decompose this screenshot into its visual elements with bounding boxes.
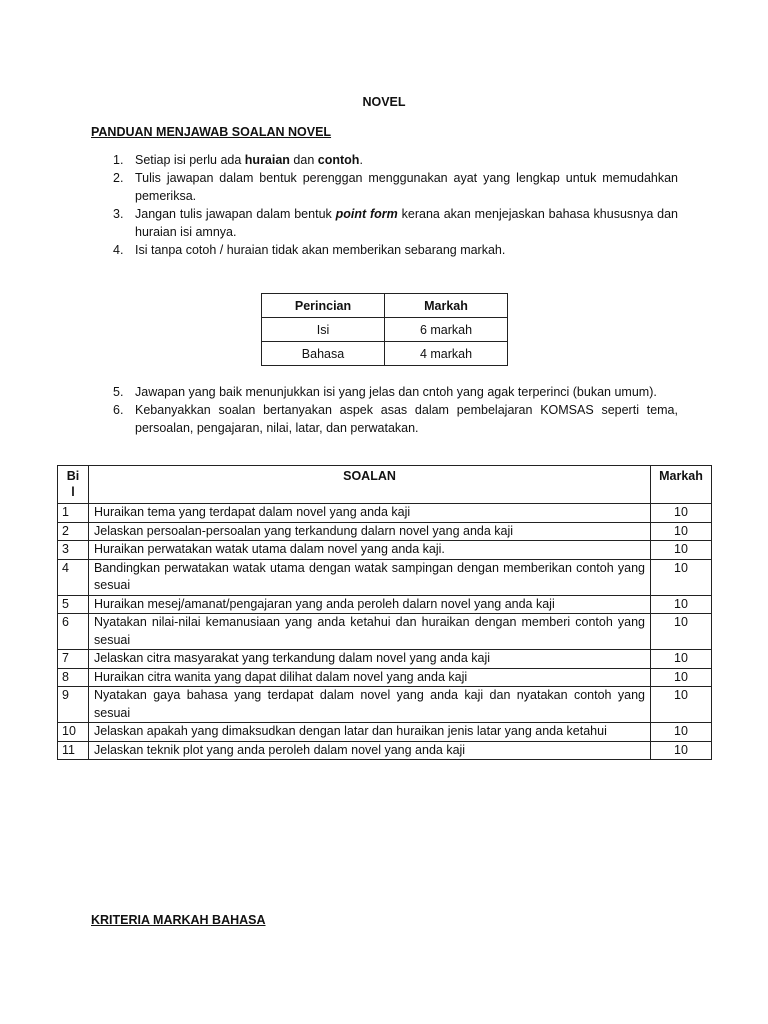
marks-value: 10 (651, 522, 712, 541)
marks-value: 10 (651, 687, 712, 723)
item-text: Jawapan yang baik menunjukkan isi yang jelas dan cntoh yang agak terperinci (bukan umum). (135, 385, 657, 399)
list-item (113, 241, 678, 259)
column-header: Markah (385, 294, 508, 318)
list-number: 5. (113, 385, 124, 399)
question-text: Huraikan citra wanita yang dapat dilihat dalam novel yang anda kaji (89, 668, 651, 687)
row-number: 9 (58, 687, 89, 723)
section-heading-kriteria: KRITERIA MARKAH BAHASA (91, 913, 266, 927)
item-text: kerana akan menjejaskan bahasa khususnya dan huraian isi amnya. (135, 207, 679, 239)
table-row (58, 668, 712, 687)
marks-value: 10 (651, 504, 712, 523)
marks-value: 10 (651, 559, 712, 595)
list-item (113, 169, 678, 205)
table-cell: Bahasa (262, 342, 385, 366)
question-text: Jelaskan citra masyarakat yang terkandung dalam novel yang anda kaji (89, 650, 651, 669)
table-row (58, 741, 712, 760)
list-number: 2. (113, 171, 124, 185)
guideline-list-continued (113, 383, 678, 437)
question-text: Huraikan tema yang terdapat dalam novel yang anda kaji (89, 504, 651, 523)
question-text: Nyatakan nilai-nilai kemanusiaan yang anda ketahui dan huraikan dengan memberi contoh yang sesuai (89, 614, 651, 650)
item-text: Setiap isi perlu ada (135, 153, 245, 167)
question-text: Huraikan perwatakan watak utama dalam novel yang anda kaji. (89, 541, 651, 560)
question-text: Jelaskan persoalan-persoalan yang terkandung dalarn novel yang anda kaji (89, 522, 651, 541)
table-header-row (58, 466, 712, 504)
table-row (58, 687, 712, 723)
bold-term: huraian (244, 153, 290, 167)
table-row (262, 342, 508, 366)
list-number: 1. (113, 153, 124, 167)
list-item (113, 205, 678, 241)
questions-table-body (58, 504, 712, 760)
list-item (113, 151, 678, 169)
list-item (113, 401, 678, 437)
row-number: 11 (58, 741, 89, 760)
item-text: Isi tanpa cotoh / huraian tidak akan memberikan sebarang markah. (135, 243, 506, 257)
table-cell: 6 markah (385, 318, 508, 342)
column-header-markah: Markah (651, 466, 712, 504)
question-text: Nyatakan gaya bahasa yang terdapat dalam novel yang anda kaji dan nyatakan contoh yang sesuai (89, 687, 651, 723)
bold-term: contoh (317, 153, 360, 167)
marks-value: 10 (651, 741, 712, 760)
marks-value: 10 (651, 668, 712, 687)
item-text: Tulis jawapan dalam bentuk perenggan menggunakan ayat yang lengkap untuk memudahkan pemeriksa. (135, 171, 678, 203)
column-header-bil: Bi l (58, 466, 89, 504)
item-text: Jangan tulis jawapan dalam bentuk (135, 207, 336, 221)
column-header-soalan: SOALAN (89, 466, 651, 504)
table-row (58, 504, 712, 523)
row-number: 5 (58, 595, 89, 614)
table-row (58, 614, 712, 650)
question-text: Jelaskan teknik plot yang anda peroleh dalam novel yang anda kaji (89, 741, 651, 760)
table-cell: Isi (262, 318, 385, 342)
row-number: 3 (58, 541, 89, 560)
marks-value: 10 (651, 541, 712, 560)
item-text: dan (289, 153, 318, 167)
table-row (58, 723, 712, 742)
questions-table (57, 465, 712, 760)
row-number: 6 (58, 614, 89, 650)
table-row (58, 595, 712, 614)
document-title: NOVEL (362, 95, 406, 109)
question-text: Bandingkan perwatakan watak utama dengan watak sampingan dengan memberikan contoh yang sesuai (89, 559, 651, 595)
marks-value: 10 (651, 614, 712, 650)
question-text: Jelaskan apakah yang dimaksudkan dengan latar dan huraikan jenis latar yang anda ketahui (89, 723, 651, 742)
table-row (58, 559, 712, 595)
table-row (58, 541, 712, 560)
item-text: Kebanyakkan soalan bertanyakan aspek asas dalam pembelajaran KOMSAS seperti tema, persoalan, pengajaran, nilai, latar, dan perwatakan. (135, 403, 678, 435)
list-number: 4. (113, 243, 124, 257)
list-number: 3. (113, 207, 124, 221)
table-row (262, 318, 508, 342)
table-header-row (262, 294, 508, 318)
row-number: 8 (58, 668, 89, 687)
table-row (58, 522, 712, 541)
guideline-list (113, 151, 678, 259)
column-header: Perincian (262, 294, 385, 318)
row-number: 1 (58, 504, 89, 523)
section-heading-panduan: PANDUAN MENJAWAB SOALAN NOVEL (91, 125, 332, 139)
row-number: 2 (58, 522, 89, 541)
marks-value: 10 (651, 595, 712, 614)
row-number: 10 (58, 723, 89, 742)
question-text: Huraikan mesej/amanat/pengajaran yang anda peroleh dalarn novel yang anda kaji (89, 595, 651, 614)
table-cell: 4 markah (385, 342, 508, 366)
list-number: 6. (113, 403, 124, 417)
table-row (58, 650, 712, 669)
row-number: 4 (58, 559, 89, 595)
marks-value: 10 (651, 723, 712, 742)
item-text: . (359, 153, 363, 167)
marks-value: 10 (651, 650, 712, 669)
list-item (113, 383, 678, 401)
bold-italic-term: point form (335, 207, 398, 221)
marking-breakdown-table (261, 293, 508, 366)
row-number: 7 (58, 650, 89, 669)
